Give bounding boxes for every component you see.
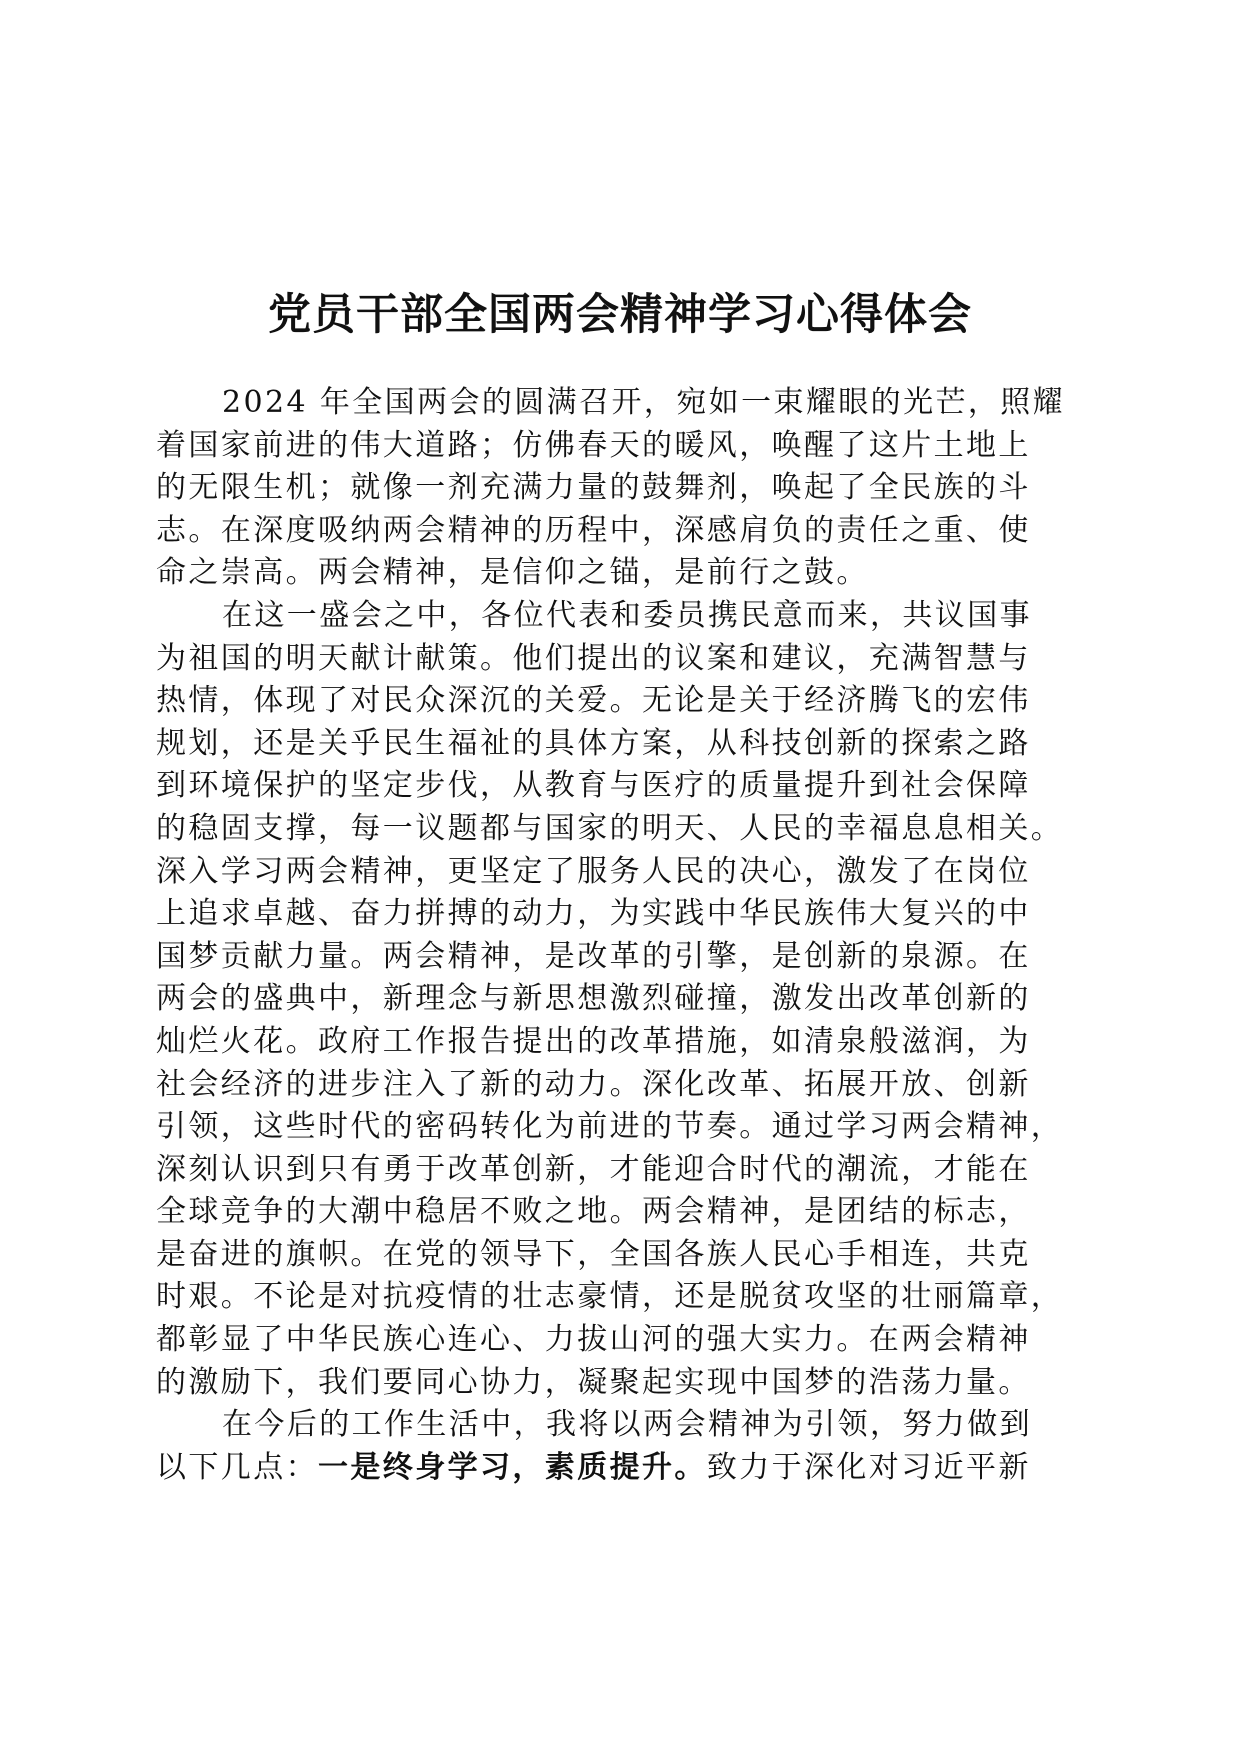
paragraph-line: 志。在深度吸纳两会精神的历程中，深感肩负的责任之重、使 [156, 512, 1031, 548]
document-body [156, 382, 1086, 1489]
paragraph-line: 时艰。不论是对抗疫情的壮志豪情，还是脱贫攻坚的壮丽篇章， [156, 1279, 1064, 1315]
paragraph-line: 到环境保护的坚定步伐，从教育与医疗的质量提升到社会保障 [156, 768, 1031, 804]
paragraph-line: 命之崇高。两会精神，是信仰之锚，是前行之鼓。 [156, 555, 869, 591]
paragraph-line: 社会经济的进步注入了新的动力。深化改革、拓展开放、创新 [156, 1066, 1031, 1102]
line-prefix: 以下几点： [156, 1449, 318, 1485]
paragraph-line: 灿烂火花。政府工作报告提出的改革措施，如清泉般滋润，为 [156, 1023, 1031, 1059]
paragraph-line: 全球竞争的大潮中稳居不败之地。两会精神，是团结的标志， [156, 1194, 1031, 1230]
paragraph-line: 的激励下，我们要同心协力，凝聚起实现中国梦的浩荡力量。 [156, 1364, 1031, 1400]
paragraph-line: 上追求卓越、奋力拼搏的动力，为实践中华民族伟大复兴的中 [156, 896, 1031, 932]
paragraph-line: 在今后的工作生活中，我将以两会精神为引领，努力做到 [222, 1407, 1032, 1443]
paragraph-line: 2024 年全国两会的圆满召开，宛如一束耀眼的光芒，照耀 [222, 385, 1066, 420]
document-title: 党员干部全国两会精神学习心得体会 [268, 289, 972, 340]
paragraph-line: 为祖国的明天献计献策。他们提出的议案和建议，充满智慧与 [156, 640, 1031, 676]
bold-point-heading: 一是终身学习，素质提升。 [318, 1449, 707, 1485]
paragraph-line: 都彰显了中华民族心连心、力拔山河的强大实力。在两会精神 [156, 1322, 1031, 1358]
paragraph-line: 两会的盛典中，新理念与新思想激烈碰撞，激发出改革创新的 [156, 981, 1031, 1017]
paragraph-line: 是奋进的旗帜。在党的领导下，全国各族人民心手相连，共克 [156, 1236, 1031, 1272]
paragraph-line: 着国家前进的伟大道路；仿佛春天的暖风，唤醒了这片土地上 [156, 427, 1031, 463]
paragraph-line: 的稳固支撑，每一议题都与国家的明天、人民的幸福息息相关。 [156, 810, 1064, 846]
paragraph-line: 深刻认识到只有勇于改革创新，才能迎合时代的潮流，才能在 [156, 1151, 1031, 1187]
paragraph-line: 热情，体现了对民众深沉的关爱。无论是关于经济腾飞的宏伟 [156, 683, 1031, 719]
paragraph-line: 深入学习两会精神，更坚定了服务人民的决心，激发了在岗位 [156, 853, 1031, 889]
paragraph-line: 引领，这些时代的密码转化为前进的节奏。通过学习两会精神， [156, 1109, 1064, 1145]
paragraph-line: 在这一盛会之中，各位代表和委员携民意而来，共议国事 [222, 597, 1032, 633]
paragraph-line: 国梦贡献力量。两会精神，是改革的引擎，是创新的泉源。在 [156, 938, 1031, 974]
paragraph-line: 规划，还是关乎民生福祉的具体方案，从科技创新的探索之路 [156, 725, 1031, 761]
paragraph-line-mixed [156, 1447, 1086, 1490]
paragraph-line: 的无限生机；就像一剂充满力量的鼓舞剂，唤起了全民族的斗 [156, 470, 1031, 506]
line-suffix: 致力于深化对习近平新 [706, 1449, 1031, 1485]
